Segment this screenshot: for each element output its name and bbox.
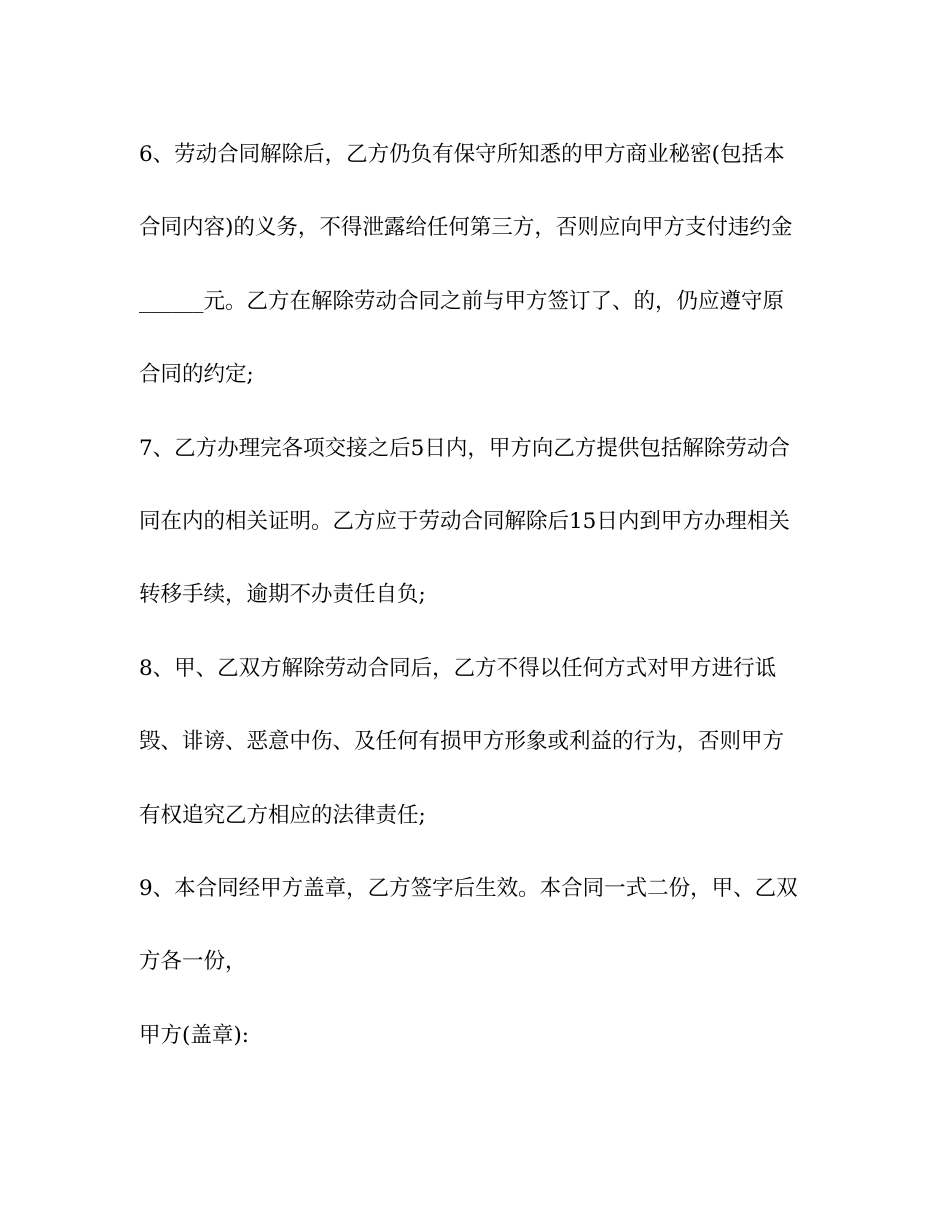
- text-line: ______元。乙方在解除劳动合同之前与甲方签订了、的，仍应遵守原: [139, 288, 785, 314]
- text-line: 方各一份，: [139, 949, 247, 975]
- text-line: 毁、诽谤、恶意中伤、及任何有损甲方形象或利益的行为，否则甲方: [139, 729, 785, 755]
- signature-label-party-a: 甲方(盖章):: [139, 1022, 250, 1048]
- text-line: 同在内的相关证明。乙方应于劳动合同解除后15日内到甲方办理相关: [139, 508, 790, 534]
- text-line: 合同内容)的义务，不得泄露给任何第三方，否则应向甲方支付违约金: [139, 215, 793, 241]
- text-line: 6、劳动合同解除后，乙方仍负有保守所知悉的甲方商业秘密(包括本: [139, 142, 785, 167]
- text-line: 合同的约定;: [139, 362, 254, 388]
- text-line: 9、本合同经甲方盖章，乙方签字后生效。本合同一式二份，甲、乙双: [139, 875, 798, 901]
- text-line: 转移手续，逾期不办责任自负;: [139, 582, 426, 608]
- text-line: 有权追究乙方相应的法律责任;: [139, 802, 426, 828]
- contract-text: [139, 138, 819, 1092]
- text-line: 7、乙方办理完各项交接之后5日内，甲方向乙方提供包括解除劳动合: [139, 435, 790, 461]
- text-line: 8、甲、乙双方解除劳动合同后，乙方不得以任何方式对甲方进行诋: [139, 655, 777, 681]
